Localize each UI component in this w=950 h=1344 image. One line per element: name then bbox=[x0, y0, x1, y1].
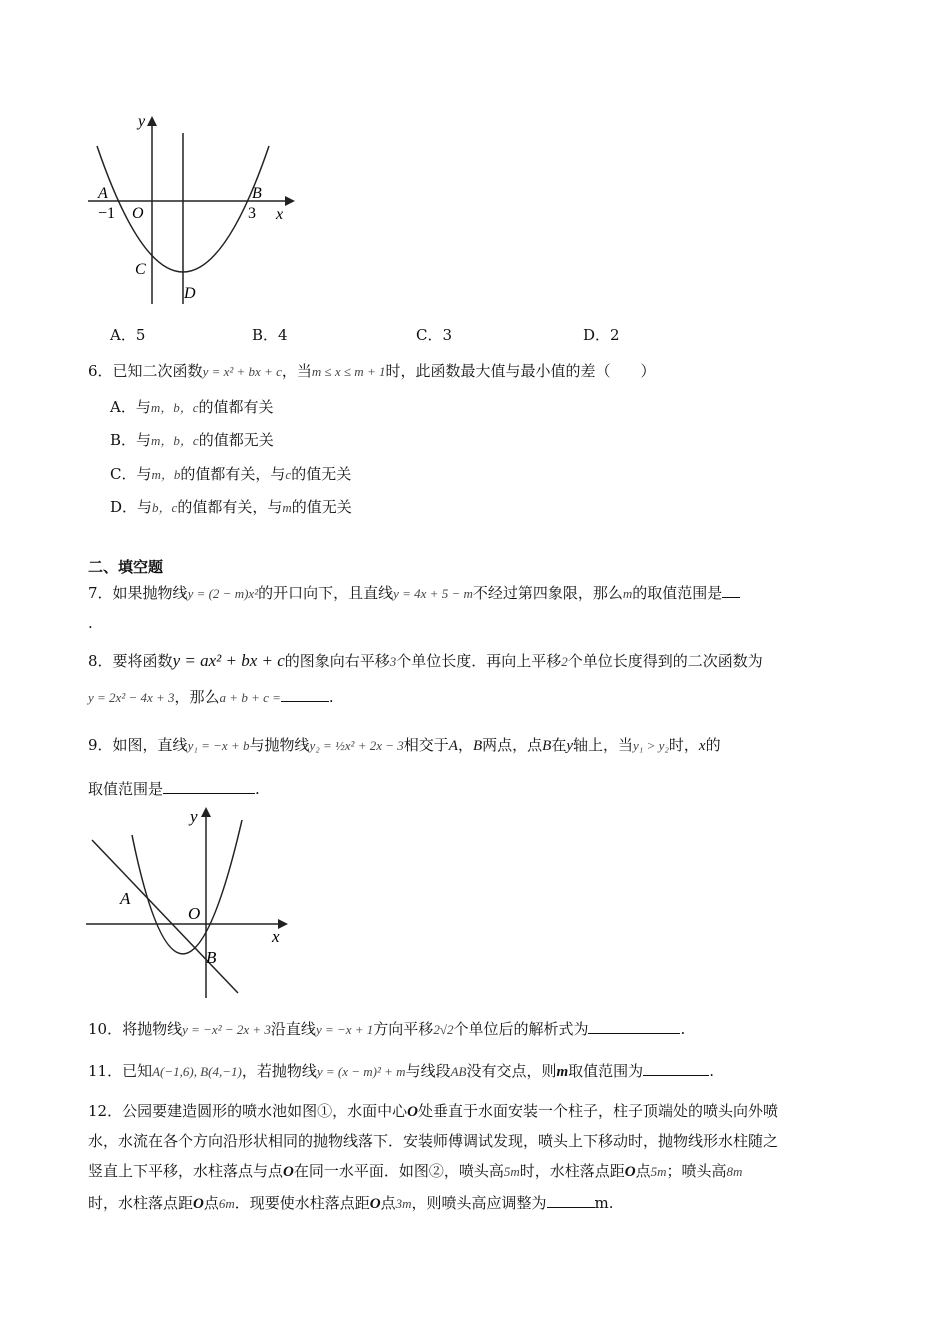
y-axis-label: y bbox=[190, 807, 198, 826]
q6-option-d[interactable]: D．与b，c的值都有关，与m的值无关 bbox=[110, 498, 352, 516]
question-12-line-4: 时，水柱落点距O点6m．现要使水柱落点距O点3m，则喷头高应调整为 m. bbox=[88, 1194, 614, 1212]
q10-answer-blank[interactable] bbox=[588, 1019, 680, 1034]
q8-answer-blank[interactable] bbox=[281, 687, 329, 702]
point-b-label: B bbox=[206, 948, 217, 967]
parabola-y2 bbox=[132, 820, 242, 954]
origin-label: O bbox=[132, 205, 144, 222]
q12-answer-blank[interactable] bbox=[547, 1193, 595, 1208]
question-7: 7．如果抛物线y = (2 − m)x²的开口向下，且直线y = 4x + 5 − m不经过第四象限，那么m的取值范围是 bbox=[88, 582, 740, 603]
q11-answer-blank[interactable] bbox=[643, 1061, 709, 1076]
q5-option-a[interactable]: A．5 bbox=[110, 326, 146, 344]
q6-option-c[interactable]: C．与m，b的值都有关，与c的值无关 bbox=[110, 465, 352, 483]
q5-option-d[interactable]: D．2 bbox=[583, 326, 620, 344]
question-11: 11．已知A(−1,6), B(4,−1)，若抛物线y = (x − m)² + m与线段AB没有交点，则m取值范围为 . bbox=[88, 1062, 714, 1080]
tick-3-label: 3 bbox=[248, 205, 256, 222]
origin-label: O bbox=[188, 904, 201, 923]
y-axis-arrow-icon bbox=[201, 807, 211, 817]
q9-answer-blank[interactable] bbox=[163, 779, 255, 794]
y-axis-arrow-icon bbox=[147, 116, 157, 126]
y-axis-label: y bbox=[138, 113, 146, 130]
question-12-line-2: 水，水流在各个方向沿形状相同的抛物线落下．安装师傅调试发现，喷头上下移动时，抛物线形水柱随之 bbox=[88, 1132, 779, 1150]
question-9-line-1: 9．如图，直线y₁ = −x + b与抛物线y₂ = ½x² + 2x − 3相交于A，B两点，点B在y轴上，当y₁ > y₂时，x的 bbox=[88, 736, 721, 754]
x-axis-label: x bbox=[272, 927, 280, 946]
question-12-line-1: 12．公园要建造圆形的喷水池如图①，水面中心O处垂直于水面安装一个柱子，柱子顶端处的喷头向外喷 bbox=[88, 1102, 778, 1120]
q5-option-b[interactable]: B．4 bbox=[252, 326, 288, 344]
point-b-label: B bbox=[252, 185, 262, 202]
parabola-figure-1 bbox=[80, 108, 300, 308]
tick-neg1-label: −1 bbox=[98, 205, 116, 222]
point-d-label: D bbox=[184, 285, 196, 302]
q6-option-a[interactable]: A．与m，b，c的值都有关 bbox=[110, 398, 274, 416]
question-8-line-2: y = 2x² − 4x + 3，那么a + b + c = . bbox=[88, 688, 334, 706]
q7-answer-blank[interactable] bbox=[722, 583, 740, 598]
line-y1 bbox=[92, 840, 238, 993]
parabola-line-figure-2 bbox=[82, 800, 297, 1005]
question-12-line-3: 竖直上下平移，水柱落点与点O在同一水平面．如图②，喷头高5m时，水柱落点距O点5m；喷头高8m bbox=[88, 1162, 743, 1180]
question-9-line-2: 取值范围是 . bbox=[88, 780, 260, 798]
x-axis-arrow-icon bbox=[285, 196, 295, 206]
question-6: 6．已知二次函数y = x² + bx + c，当m ≤ x ≤ m + 1时，此函数最大值与最小值的差（ ） bbox=[88, 362, 656, 380]
q5-option-c[interactable]: C．3 bbox=[416, 326, 453, 344]
point-a-label: A bbox=[98, 185, 108, 202]
x-axis-label: x bbox=[276, 206, 284, 223]
q6-option-b[interactable]: B．与m，b，c的值都无关 bbox=[110, 431, 274, 449]
section-title-fill-in: 二、填空题 bbox=[88, 558, 164, 576]
question-10: 10．将抛物线y = −x² − 2x + 3沿直线y = −x + 1方向平移2√2个单位后的解析式为 . bbox=[88, 1020, 686, 1038]
point-c-label: C bbox=[135, 261, 146, 278]
question-8-line-1: 8．要将函数y = ax² + bx + c的图象向右平移3个单位长度．再向上平移2个单位长度得到的二次函数为 bbox=[88, 651, 763, 670]
q7-end: . bbox=[88, 614, 93, 632]
point-a-label: A bbox=[120, 889, 131, 908]
